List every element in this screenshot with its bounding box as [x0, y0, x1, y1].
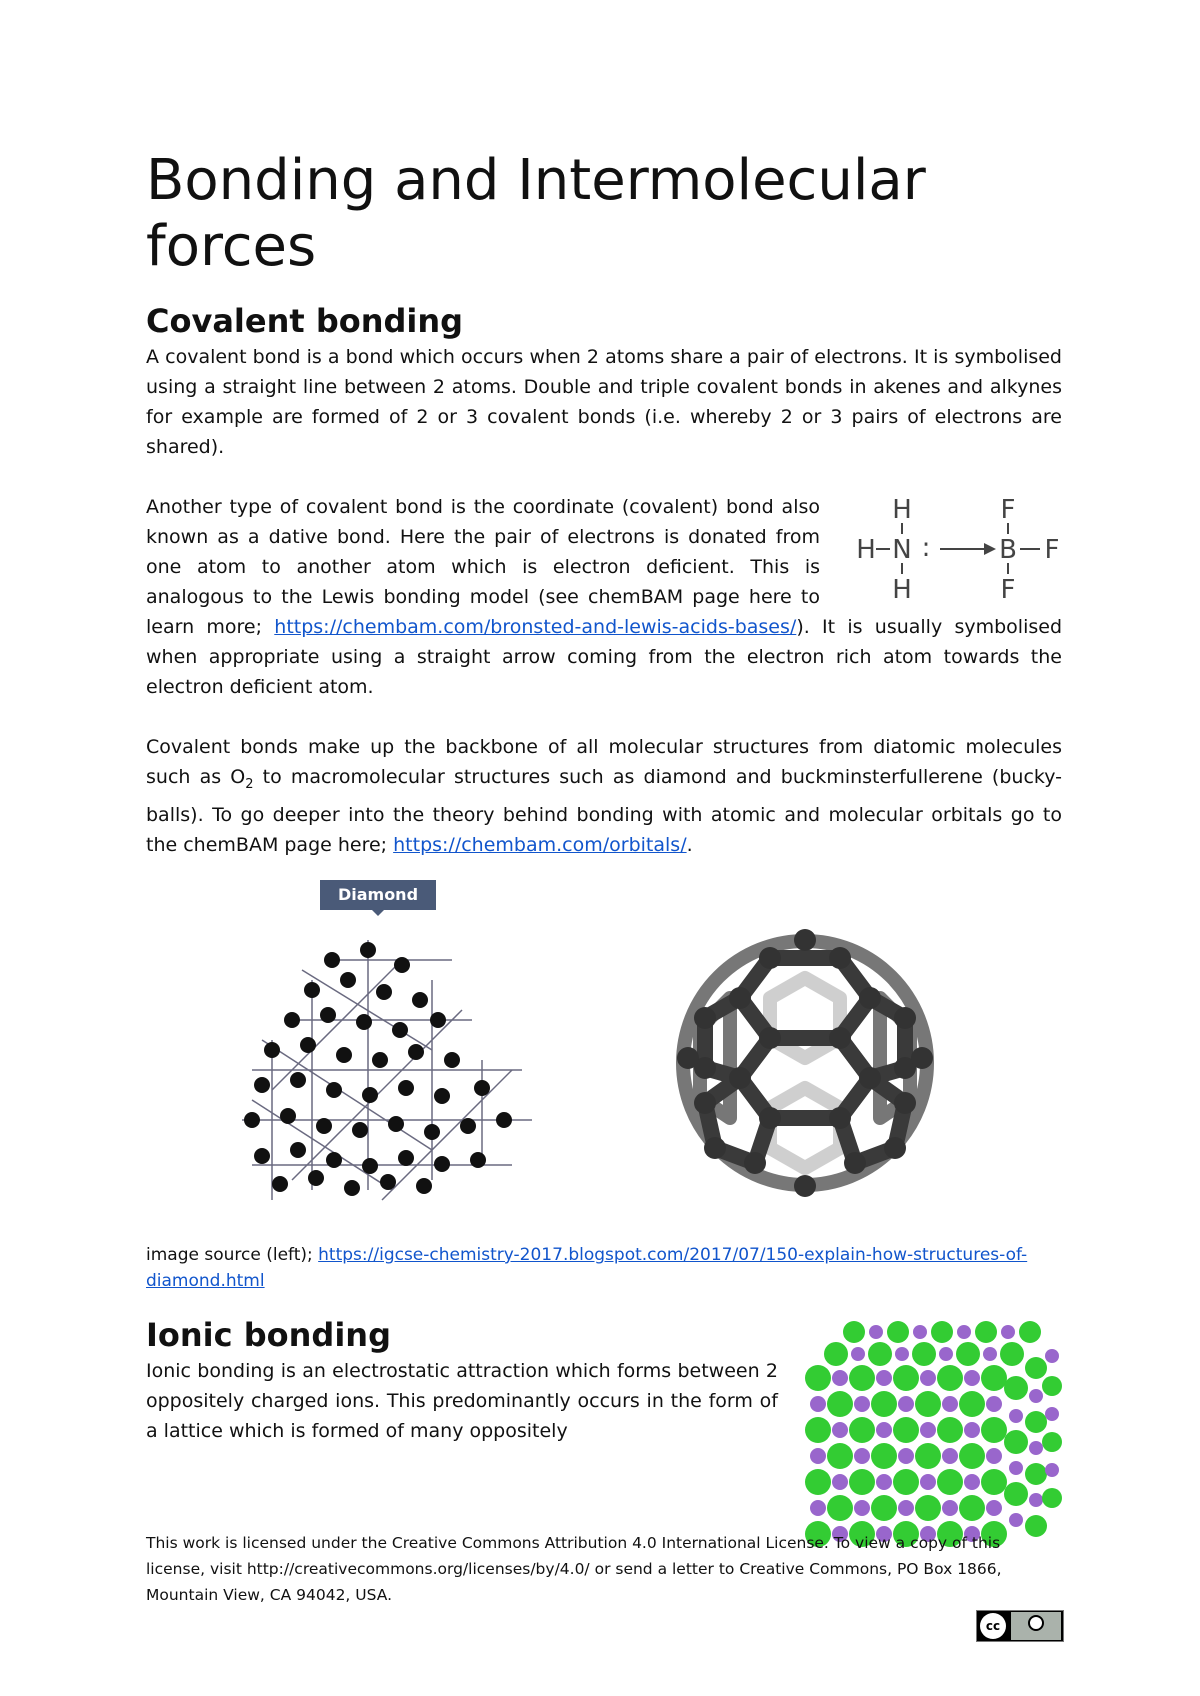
license-footer: This work is licensed under the Creative Commons Attribution 4.0 International License. To view a copy of this license, visit http://creativecommons.org/licenses/by/4.0/ or send a letter to Creative Commons, PO Box 1866, Mountain View, CA 94042, USA. — [146, 1534, 1002, 1604]
page-title: Bonding and Intermolecular forces — [146, 148, 926, 279]
atom-n: N — [892, 535, 912, 565]
orbitals-link[interactable]: https://chembam.com/orbitals/ — [393, 833, 687, 856]
image-source-caption — [146, 1242, 1062, 1294]
covalent-paragraph-1: A covalent bond is a bond which occurs when 2 atoms share a pair of electrons. It is symbolised using a straight line between 2 atoms. Double and triple covalent bonds in akenes and alkynes for example are formed of 2 or 3 covalent bonds (i.e. whereby 2 or 3 pairs of electrons are shared). — [146, 346, 1062, 458]
ionic-heading: Ionic bonding — [146, 1316, 391, 1354]
image-source-link[interactable]: https://igcse-chemistry-2017.blogspot.com/2017/07/150-explain-how-structures-of-diamond.html — [146, 1245, 1028, 1291]
diamond-structure-image — [232, 920, 542, 1220]
ionic-paragraph-1: Ionic bonding is an electrostatic attraction which forms between 2 oppositely charged ions. This predominantly occurs in the form of a lattice which is formed of many oppositely — [146, 1360, 778, 1442]
covalent-heading: Covalent bonding — [146, 302, 464, 340]
atom-h-left: H — [856, 535, 876, 565]
atom-f-right: F — [1044, 535, 1060, 565]
lewis-acids-link[interactable]: https://chembam.com/bronsted-and-lewis-acids-bases/ — [274, 616, 797, 638]
atom-f-top: F — [1000, 495, 1016, 525]
atom-h-bottom: H — [892, 575, 912, 605]
diamond-label-pointer — [372, 910, 384, 916]
by-icon — [1011, 1612, 1061, 1640]
p3-text-middle: to macromolecular structures such as diamond and buckminsterfullerene (bucky-balls). To go deeper into the theory behind bonding with atomic and molecular orbitals go to the chemBAM page here; — [146, 766, 1062, 856]
p2-text-before: Another type of covalent bond is the coordinate (covalent) bond also known as a dative bond. Here the pair of electrons is donated from one atom to another atom which is electron deficient. This is analogous to the Lewis bonding model (see chemBAM page here to learn more; — [146, 496, 820, 638]
diamond-label: Diamond — [320, 880, 436, 910]
cc-by-badge[interactable] — [976, 1610, 1064, 1642]
p2-text-after: ). It is usually symbolised when appropriate using a straight arrow coming from the electron rich atom towards the electron deficient atom. — [146, 616, 1063, 698]
nacl-lattice-image — [796, 1316, 1066, 1566]
caption-text: image source (left); — [146, 1245, 319, 1265]
cc-icon: cc — [980, 1613, 1006, 1639]
p3-text-before: Covalent bonds make up the backbone of all molecular structures from diatomic molecules such as O — [146, 736, 1062, 788]
covalent-paragraph-3 — [146, 732, 1062, 860]
p3-text-after: . — [686, 833, 693, 856]
covalent-paragraph-2 — [146, 492, 1062, 702]
atom-h-top: H — [892, 495, 912, 525]
buckyball-image — [660, 918, 950, 1208]
atom-b: B — [999, 535, 1017, 565]
o2-subscript: 2 — [245, 776, 254, 792]
lone-pair: : — [921, 533, 931, 563]
atom-f-bottom: F — [1000, 575, 1016, 605]
